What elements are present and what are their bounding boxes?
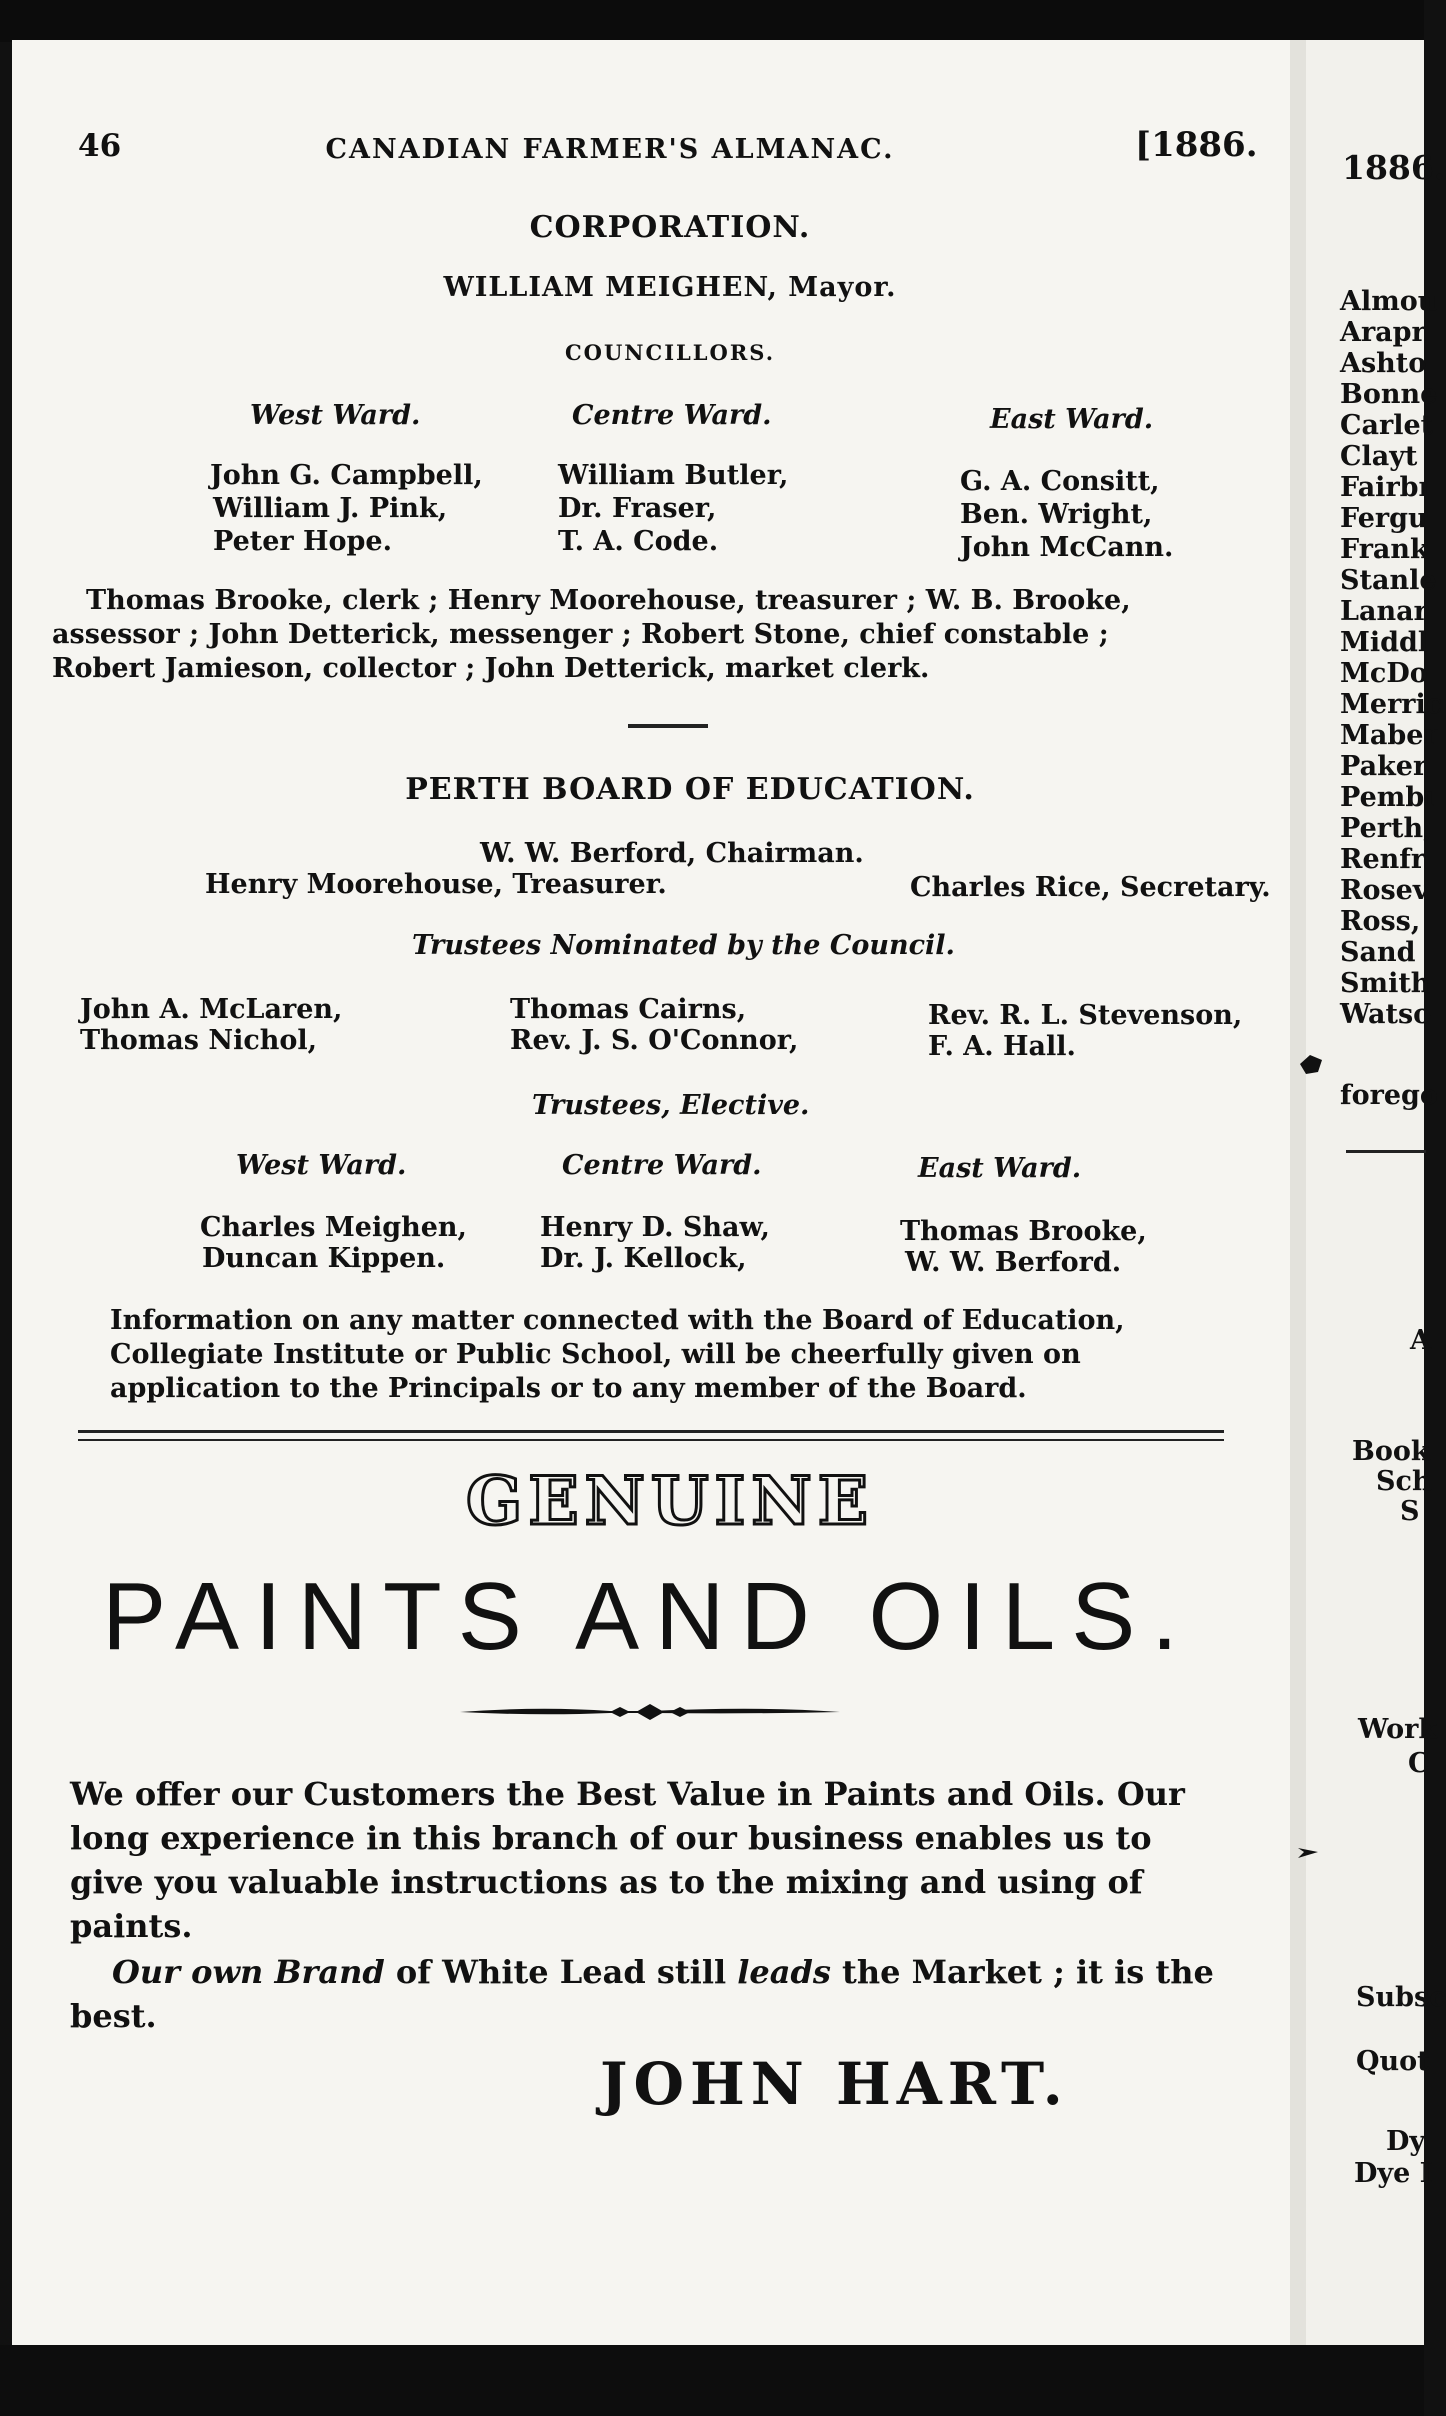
page-number: 46: [78, 128, 122, 164]
right-line: Paker: [1340, 751, 1428, 782]
elective-ward-centre: Centre Ward.: [562, 1150, 762, 1181]
board-secretary: Charles Rice, Secretary.: [910, 872, 1271, 903]
ward-heading-east: East Ward.: [990, 404, 1154, 435]
trustee: Thomas Cairns,: [510, 994, 747, 1025]
pointing-hand-icon: [1296, 1840, 1322, 1864]
trustee: Charles Meighen,: [200, 1212, 467, 1243]
right-line: Rosev: [1340, 875, 1429, 906]
right-rule: [1346, 1150, 1426, 1153]
board-title: PERTH BOARD OF EDUCATION.: [405, 772, 975, 807]
councillor: G. A. Consitt,: [960, 466, 1160, 497]
right-line: Fairbı: [1340, 472, 1429, 503]
right-line: Carlet: [1340, 410, 1434, 441]
trustee: Rev. R. L. Stevenson,: [928, 1000, 1243, 1031]
ward-heading-centre: Centre Ward.: [572, 400, 772, 431]
right-line: Arapr: [1340, 317, 1426, 348]
councillors-heading: COUNCILLORS.: [564, 340, 776, 365]
right-line: Frank: [1340, 534, 1429, 565]
right-line: Stanle: [1340, 565, 1437, 596]
right-line: Fergu: [1340, 503, 1428, 534]
trustee: Thomas Brooke,: [900, 1216, 1147, 1247]
header-year: [1886.: [1135, 125, 1258, 165]
right-line: Bonne: [1340, 379, 1438, 410]
ad-signature: JOHN HART.: [600, 2050, 1069, 2118]
councillor: William J. Pink,: [213, 493, 448, 524]
councillor: John G. Campbell,: [210, 460, 483, 491]
brand-text: of White Lead still: [384, 1953, 738, 1991]
brand-name: Our own Brand: [112, 1953, 385, 1991]
right-line: Pembı: [1340, 782, 1435, 813]
right-fragment: A: [1410, 1325, 1431, 1356]
right-footnote: forego: [1340, 1080, 1438, 1111]
right-line: Perth,: [1340, 813, 1433, 844]
running-title: CANADIAN FARMER'S ALMANAC.: [325, 134, 895, 165]
right-fragment: Quot: [1356, 2046, 1430, 2077]
board-info-paragraph: Information on any matter connected with the Board of Education, Collegiate Institute or Public School, will be cheerfully given on application to the Principals or to any member of the Board.: [110, 1305, 1125, 1404]
trustee: Thomas Nichol,: [80, 1025, 318, 1056]
right-fragment: S: [1400, 1496, 1420, 1527]
trustee: Duncan Kippen.: [202, 1243, 446, 1274]
right-line: Middl: [1340, 627, 1429, 658]
right-fragment: Dye I: [1354, 2158, 1433, 2189]
right-line: Almou: [1340, 286, 1438, 317]
right-line: Ross,: [1340, 906, 1421, 937]
councillor: T. A. Code.: [558, 526, 719, 557]
scan-top-border: [0, 0, 1424, 42]
councillor: Ben. Wright,: [960, 499, 1153, 530]
ad-brand-line: [70, 1950, 1230, 2038]
right-line: Clayt: [1340, 441, 1418, 472]
councillor: Peter Hope.: [213, 526, 393, 557]
section-divider: [628, 724, 708, 728]
ad-body: We offer our Customers the Best Value in Paints and Oils. Our long experience in this branch of our business enables us to give you valuable instructions as to the mixing and using of paints.: [70, 1775, 1185, 1945]
councillor: Dr. Fraser,: [558, 493, 717, 524]
scan-bottom-border: [0, 2345, 1424, 2416]
elective-ward-east: East Ward.: [918, 1153, 1082, 1184]
ad-headline: GENUINE: [465, 1462, 875, 1540]
trustee: Rev. J. S. O'Connor,: [510, 1025, 799, 1056]
nominated-heading: Trustees Nominated by the Council.: [412, 930, 955, 961]
right-fragment: Work: [1358, 1714, 1438, 1745]
ad-subheadline: PAINTS AND OILS.: [102, 1563, 1194, 1670]
right-fragment: Subsc: [1356, 1982, 1446, 2013]
right-line: Maber: [1340, 720, 1438, 751]
trustee: W. W. Berford.: [905, 1247, 1122, 1278]
right-line: Watso: [1340, 999, 1432, 1030]
right-line: Smith: [1340, 968, 1431, 999]
right-fragment: C: [1408, 1748, 1430, 1779]
double-rule-top: [78, 1430, 1224, 1433]
right-line: Renfr: [1340, 844, 1426, 875]
right-line: McDo: [1340, 658, 1428, 689]
right-line: Ashto: [1340, 348, 1427, 379]
double-rule-bottom: [78, 1439, 1224, 1441]
brand-end: the Market ; it is the best.: [70, 1953, 1214, 2035]
ornamental-divider: [460, 1700, 840, 1724]
board-chairman: W. W. Berford, Chairman.: [480, 838, 864, 869]
right-page-year: 1886.: [1342, 148, 1446, 187]
brand-leads: leads: [737, 1953, 831, 1991]
officers-paragraph: Thomas Brooke, clerk ; Henry Moorehouse, treasurer ; W. B. Brooke, assessor ; John Detterick, messenger ; Robert Stone, chief constable ; Robert Jamieson, collector ; John Detterick, market clerk.: [52, 585, 1131, 684]
trustee: F. A. Hall.: [928, 1031, 1076, 1062]
right-line: Sand: [1340, 937, 1416, 968]
right-fragment: Sch: [1376, 1466, 1432, 1497]
right-fragment: Dy: [1386, 2126, 1426, 2157]
elective-ward-west: West Ward.: [236, 1150, 407, 1181]
trustee: Dr. J. Kellock,: [540, 1243, 747, 1274]
elective-heading: Trustees, Elective.: [532, 1090, 810, 1121]
corporation-title: CORPORATION.: [529, 210, 811, 245]
right-line: Merric: [1340, 689, 1443, 720]
right-line: Lanar: [1340, 596, 1428, 627]
ward-heading-west: West Ward.: [250, 400, 421, 431]
mayor-line: WILLIAM MEIGHEN, Mayor.: [443, 272, 897, 303]
trustee: Henry D. Shaw,: [540, 1212, 770, 1243]
trustee: John A. McLaren,: [80, 994, 343, 1025]
pointing-hand-icon: [1298, 1052, 1324, 1076]
board-treasurer: Henry Moorehouse, Treasurer.: [205, 869, 667, 900]
right-fragment: Book: [1352, 1436, 1430, 1467]
councillor: John McCann.: [960, 532, 1174, 563]
councillor: William Butler,: [558, 460, 789, 491]
